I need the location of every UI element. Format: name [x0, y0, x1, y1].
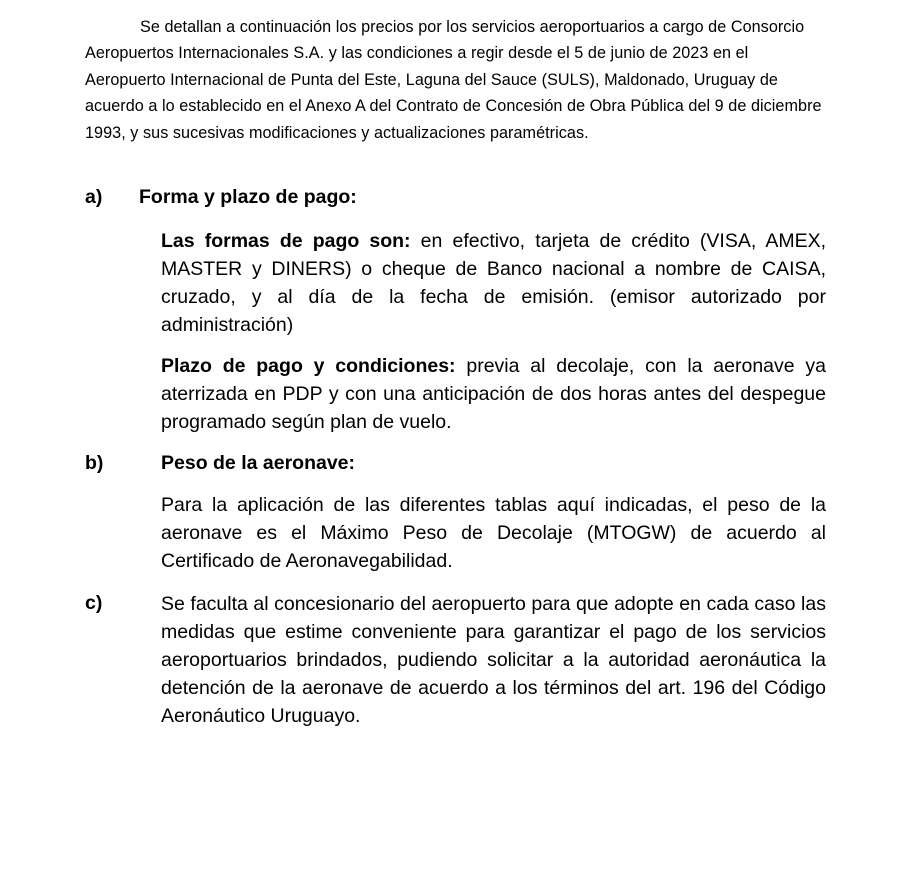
section-a-letter: a): [85, 186, 103, 208]
concessionaire-measures-paragraph: Se faculta al concesionario del aeropuerto para que adopte en cada caso las medidas que estime conveniente para garantizar el pago de los servicios aeroportuarios brindados, pudiendo solicitar a la autoridad aeronáutica la detención de la aeronave de acuerdo a los términos del art. 196 del Código Aeronáutico Uruguayo.: [161, 593, 826, 727]
section-a-title: Forma y plazo de pago:: [139, 186, 357, 208]
payment-terms-paragraph: [161, 352, 826, 436]
section-b-title: Peso de la aeronave:: [161, 452, 356, 474]
section-c-letter: c): [85, 592, 103, 614]
payment-terms-text: previa al decolaje, con la aeronave ya aterrizada en PDP y con una anticipación de dos horas antes del despegue programado según plan de vuelo.: [161, 355, 826, 433]
payment-methods-text: en efectivo, tarjeta de crédito (VISA, AMEX, MASTER y DINERS) o cheque de Banco nacional a nombre de CAISA, cruzado, y al día de la fecha de emisión. (emisor autorizado por administración): [161, 230, 826, 336]
payment-methods-paragraph: [161, 227, 826, 339]
payment-methods-lead: Las formas de pago son:: [161, 230, 411, 252]
aircraft-weight-paragraph: Para la aplicación de las diferentes tablas aquí indicadas, el peso de la aeronave es el Máximo Peso de Decolaje (MTOGW) de acuerdo al Certificado de Aeronavegabilidad.: [161, 494, 826, 572]
section-b-letter: b): [85, 452, 104, 474]
intro-paragraph: Se detallan a continuación los precios por los servicios aeroportuarios a cargo de Consorcio Aeropuertos Internacionales S.A. y las condiciones a regir desde el 5 de junio de 2023 en el Aeropuerto Internacional de Punta del Este, Laguna del Sauce (SULS), Maldonado, Uruguay de acuerdo a lo establecido en el Anexo A del Contrato de Concesión de Obra Pública del 9 de diciembre 1993, y sus sucesivas modificaciones y actualizaciones paramétricas.: [85, 18, 822, 142]
payment-terms-lead: Plazo de pago y condiciones:: [161, 355, 456, 377]
